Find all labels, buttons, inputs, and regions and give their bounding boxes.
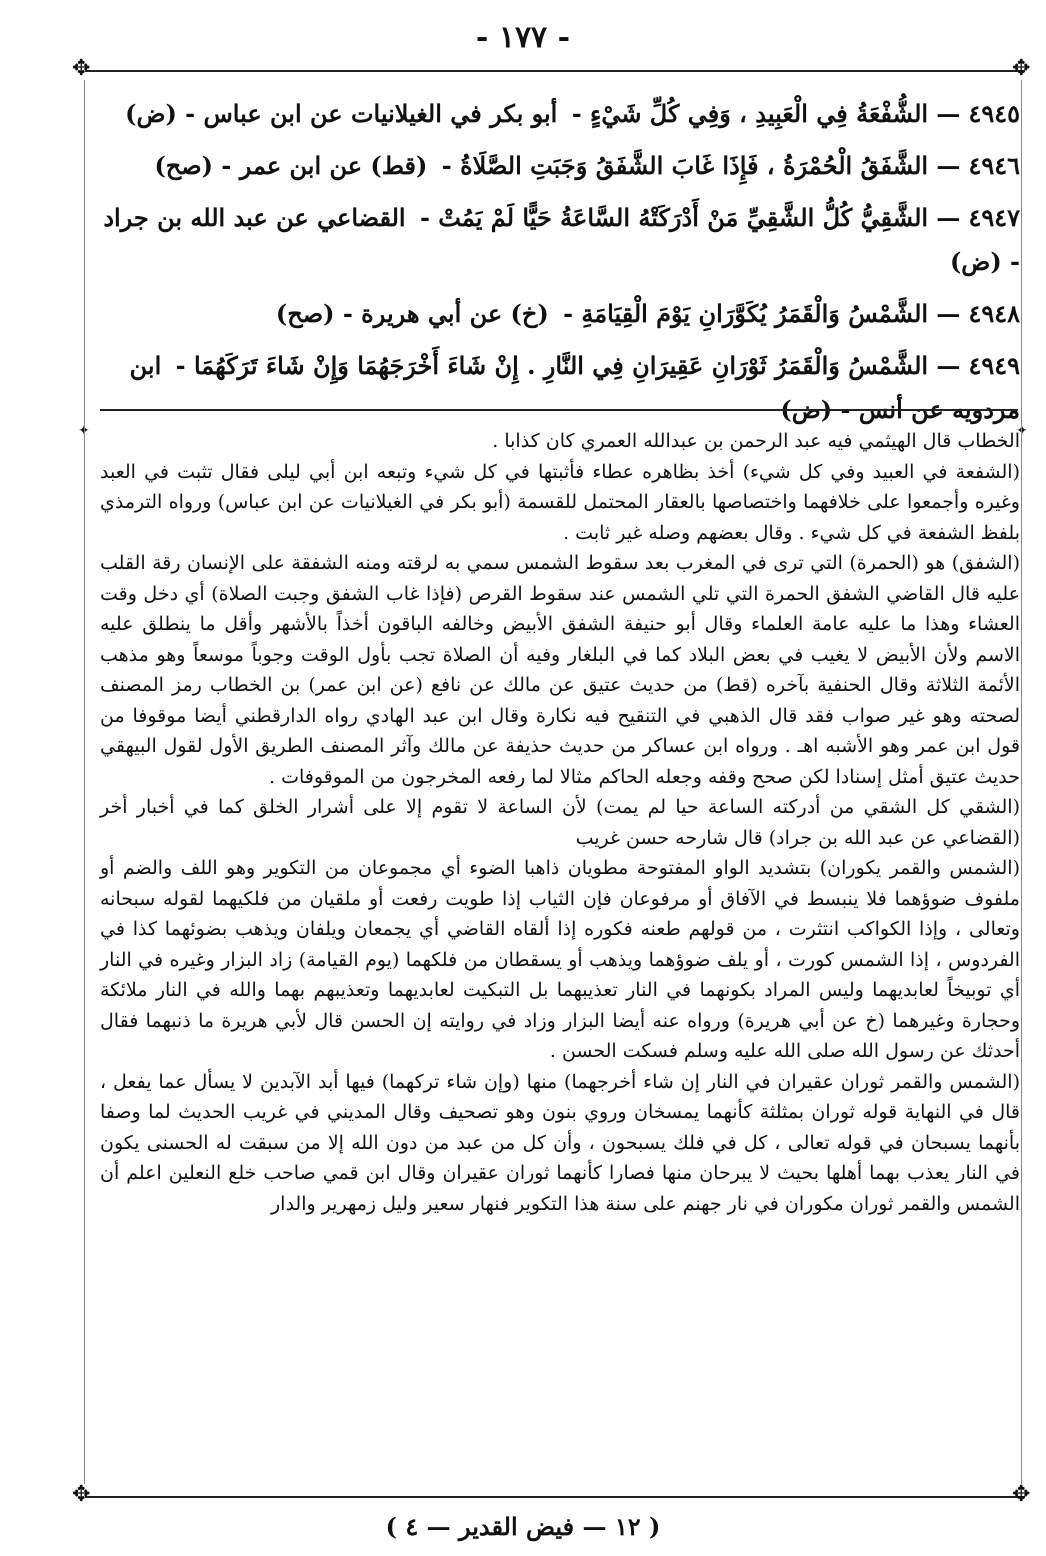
page-number: - ١٧٧ -: [475, 20, 571, 55]
side-ornament-icon: ✦: [78, 423, 90, 439]
hadith-number: ٤٩٤٩: [968, 351, 1020, 380]
hadith-source: القضاعي عن عبد الله بن جراد - (ض): [103, 203, 1020, 276]
hadith-text: — الشَّفَقُ الْحُمْرَةُ ، فَإِذَا غَابَ الشَّفَقُ وَجَبَتِ الصَّلَاةُ -: [441, 151, 961, 180]
hadith-source: (خ) عن أبي هريرة - (صح): [275, 299, 549, 328]
side-ornament-icon: ✦: [1016, 423, 1028, 439]
commentary-section: [100, 426, 1020, 1219]
hadith-entry: [100, 92, 1020, 136]
hadith-number: ٤٩٤٨: [968, 299, 1020, 328]
commentary-paragraph: (الشمس والقمر ثوران عقيران في النار إن شاء أخرجهما) منها (وإن شاء تركهما) فيها أبد الآبدين لا يسأل عما يفعل ، قال في النهاية قوله ثوران بمثلثة كأنهما يمسخان وروي بنون وهو تصحيف وقال المديني في غريب الحديث لما وصفا بأنهما يسبحان في قوله تعالى ، كل في فلك يسبحون ، وأن كل من عبد من دون الله إلا من سبقت له الحسنى يكون في النار يعذب بهما أهلها بحيث لا يبرحان منها فصارا كأنهما ثوران عقيران وقال ابن قمي صاحب خلع النعلين اعلم أن الشمس والقمر ثوران مكوران في نار جهنم على سنة هذا التكوير فنهار سعير وليل زمهرير والدار: [100, 1070, 1020, 1215]
hadith-source: ابن مردويه عن أنس - (ض): [129, 351, 1020, 424]
hadith-source: أبو بكر في الغيلانيات عن ابن عباس - (ض): [125, 99, 558, 128]
hadith-number: ٤٩٤٦: [968, 151, 1020, 180]
corner-ornament-icon: ✥: [72, 56, 91, 81]
hadith-entry: [100, 196, 1020, 284]
left-border-line: [84, 80, 85, 1484]
commentary-paragraph: (الشمس والقمر يكوران) بتشديد الواو المفتوحة مطويان ذاهبا الضوء أي مجموعان من التكوير وهو اللف والضم أو ملفوف ضوؤهما فلا ينبسط في الآفاق أو مرفوعان فإن الثياب إذا طويت رفعت أو ملقيان من فلكيهما لقوله سبحانه وتعالى ، وإذا الكواكب انتثرت ، من قولهم طعنه فكوره إذا ألقاه القاضي أي يجمعان ويلفان ويذهب بضوئهما كذا في الفردوس ، إذا الشمس كورت ، أو يلف ضوؤهما ويذهب أو يسقطان من فلكهما (يوم القيامة) زاد البزار وغيره في النار أي توبيخاً لعابديهما وليس المراد بكونهما في النار تعذيبهما بل التبكيت لعابديهما وتعذيبهم بهما والله في النار ملائكة وحجارة وغيرهما (خ عن أبي هريرة) ورواه عنه أيضا البزار وزاد في روايته إن الحسن قال لأبي هريرة ما ذنبهما فقال أحدثك عن رسول الله صلى الله عليه وسلم فسكت الحسن .: [100, 857, 1020, 1062]
corner-ornament-icon: ✥: [72, 1482, 91, 1507]
hadith-text: — الشَّمْسُ وَالْقَمَرُ يُكَوَّرَانِ يَوْمَ الْقِيَامَةِ -: [563, 299, 961, 328]
right-border-line: [1021, 80, 1022, 1484]
corner-ornament-icon: ✥: [1012, 1482, 1031, 1507]
hadith-list: [100, 92, 1020, 440]
commentary-paragraph: (الشفق) هو (الحمرة) التي ترى في المغرب بعد سقوط الشمس سمي به لرقته ومنه الشفقة على الإنسان رقة القلب عليه قال القاضي الشفق الحمرة التي تلي الشمس عند سقوط القرص (فإذا غاب الشفق وجبت الصلاة) أي دخل وقت العشاء وهذا ما عليه عامة العلماء وقال أبو حنيفة الشفق الأبيض وخالفه الباقون أخذاً بالأشهر وأقل ما ينطلق عليه الاسم ولأن الأبيض لا يغيب في بعض البلاد كما في البلغار وفيه أن الصلاة تجب بأول الوقت وجوباً موسعاً وهو مذهب الأئمة الثلاثة وقال الحنفية بآخره (قط) من حديث عتيق عن مالك عن نافع (عن ابن عمر) بن الخطاب رمز المصنف لصحته وهو غير صواب فقد قال الذهبي في التنقيح فيه نكارة وقال ابن عبد الهادي رواه الدارقطني أيضا موقوفا من قول ابن عمر وهو الأشبه اهـ . ورواه ابن عساكر من حديث حذيفة عن مالك وآثر المصنف الطريق الأول لقول البيهقي حديث عتيق أمثل إسنادا لكن صحح وقفه وجعله الحاكم مثالا لما رفعه المخرجون من الموقوفات .: [100, 552, 1020, 788]
page-footer: ( ١٢ — فيض القدير — ٤ ): [385, 1512, 661, 1541]
hadith-number: ٤٩٤٧: [968, 203, 1020, 232]
commentary-paragraph: (الشقي كل الشقي من أدركته الساعة حيا لم يمت) لأن الساعة لا تقوم إلا على أشرار الخلق كما في أخبار أخر (القضاعي عن عبد الله بن جراد) قال شارحه حسن غريب: [100, 796, 1020, 849]
hadith-entry: [100, 344, 1020, 432]
hadith-source: (قط) عن ابن عمر - (صح): [154, 151, 428, 180]
hadith-text: — الشُّفْعَةُ فِي الْعَبِيدِ ، وَفِي كُلِّ شَيْءٍ -: [571, 99, 961, 128]
corner-ornament-icon: ✥: [1012, 56, 1031, 81]
bottom-border-rule: [85, 1496, 1025, 1498]
commentary-paragraph: الخطاب قال الهيثمي فيه عبد الرحمن بن عبدالله العمري كان كذابا .: [492, 430, 1020, 452]
top-border-rule: [85, 70, 1025, 72]
hadith-number: ٤٩٤٥: [968, 99, 1020, 128]
hadith-entry: [100, 292, 1020, 336]
hadith-text: — الشَّقِيُّ كُلُّ الشَّقِيِّ مَنْ أَدْرَكَتْهُ السَّاعَةُ حَيًّا لَمْ يَمُتْ -: [419, 203, 961, 232]
section-separator: [100, 409, 1018, 411]
hadith-entry: [100, 144, 1020, 188]
commentary-paragraph: (الشفعة في العبيد وفي كل شيء) أخذ بظاهره عطاء فأثبتها في كل شيء وتبعه ابن أبي ليلى فقال تثبت في العبد وغيره وأجمعوا على خلافهما واختصاصها بالعقار المحتمل للقسمة (أبو بكر في الغيلانيات عن ابن عباس) ورواه الترمذي بلفظ الشفعة في كل شيء . وقال بعضهم وصله غير ثابت .: [100, 460, 1020, 544]
hadith-text: — الشَّمْسُ وَالْقَمَرُ ثَوْرَانِ عَقِيرَانِ فِي النَّارِ . إِنْ شَاءَ أَخْرَجَهُمَا وَإِنْ شَاءَ تَرَكَهُمَا -: [175, 351, 961, 380]
